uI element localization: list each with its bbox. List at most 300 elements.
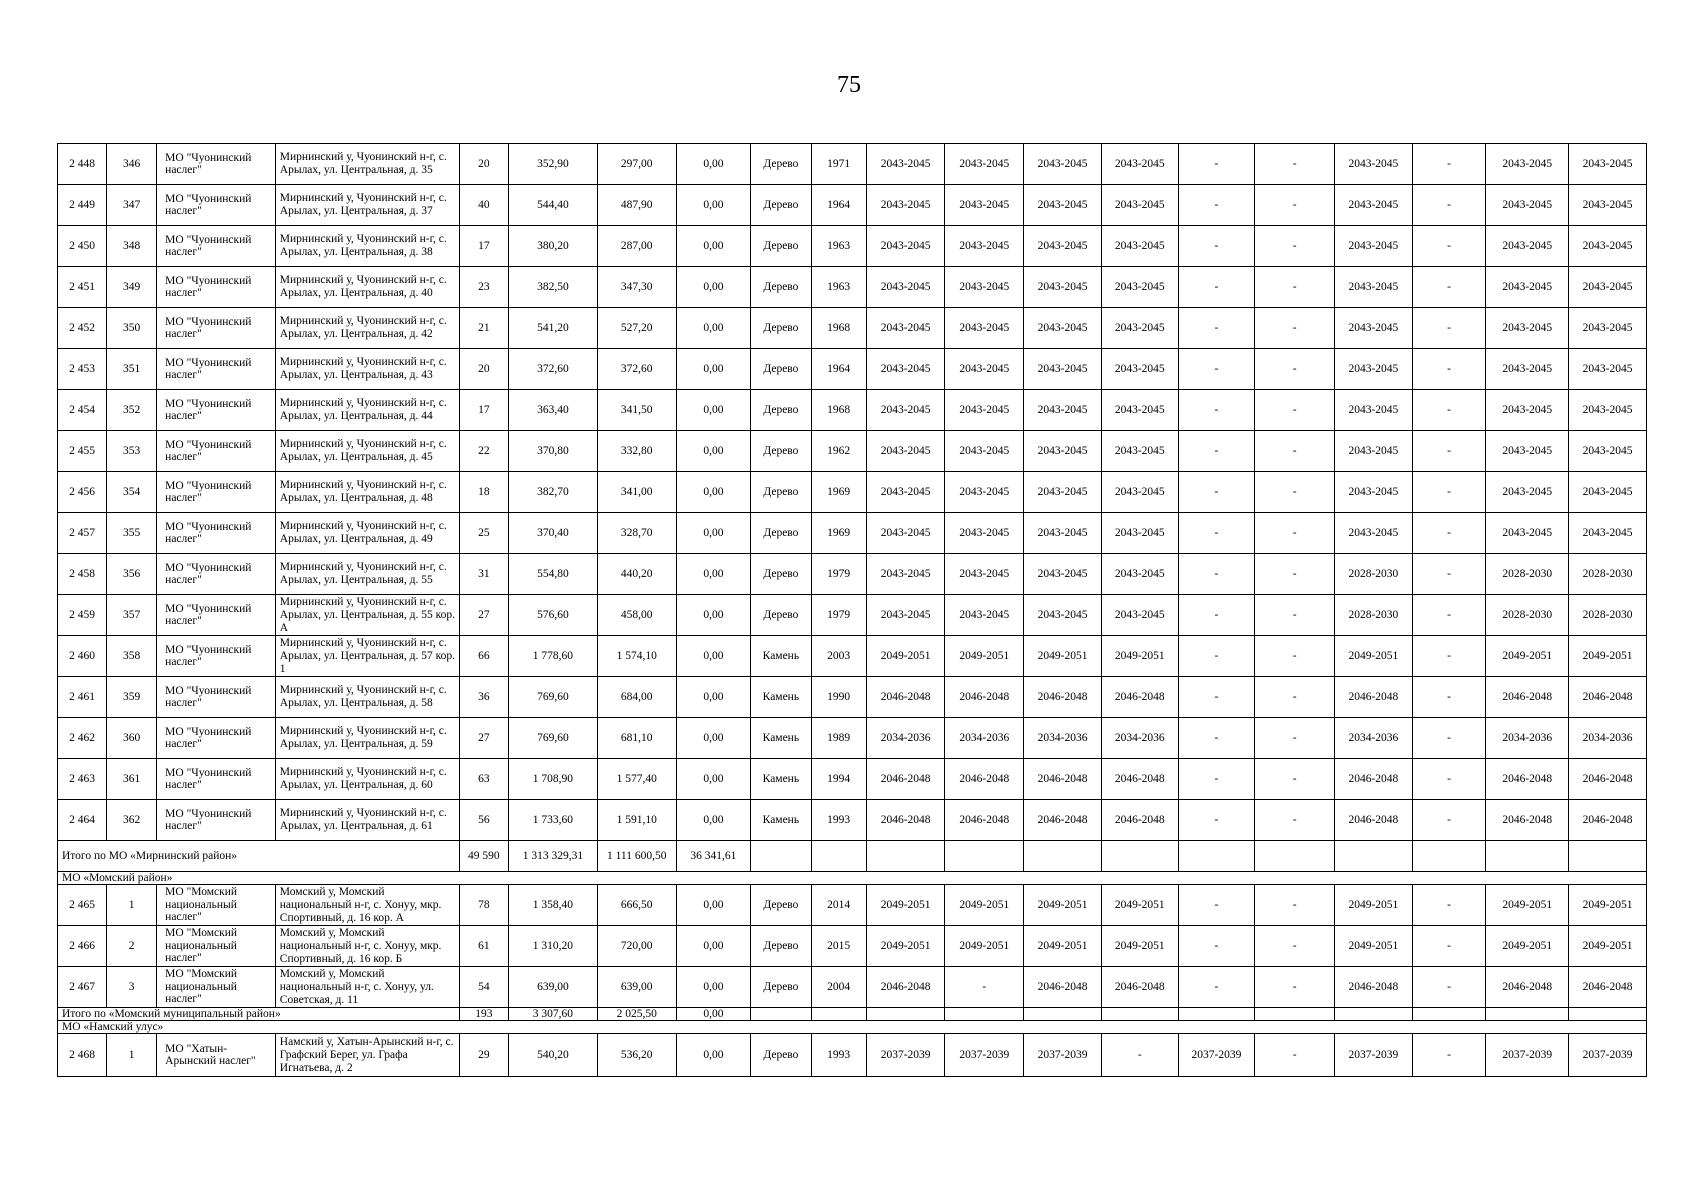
work-period-5: - bbox=[1178, 636, 1255, 677]
work-period-4: 2046-2048 bbox=[1101, 677, 1178, 718]
table-row bbox=[58, 144, 1647, 185]
work-period-1: 2046-2048 bbox=[866, 800, 945, 841]
municipality: МО "Чуонинский наслег" bbox=[157, 472, 276, 513]
table-row bbox=[58, 800, 1647, 841]
total-area: 370,40 bbox=[508, 513, 597, 554]
residents-count: 17 bbox=[459, 390, 508, 431]
work-period-5: - bbox=[1178, 431, 1255, 472]
work-period-3: 2034-2036 bbox=[1024, 718, 1102, 759]
work-period-2: 2043-2045 bbox=[945, 144, 1024, 185]
work-period-1: 2043-2045 bbox=[866, 595, 945, 636]
work-period-1: 2043-2045 bbox=[866, 308, 945, 349]
work-period-1: 2034-2036 bbox=[866, 718, 945, 759]
work-period-5: - bbox=[1178, 885, 1255, 926]
other-area: 0,00 bbox=[676, 390, 751, 431]
total-area: 363,40 bbox=[508, 390, 597, 431]
work-period-3: 2043-2045 bbox=[1024, 595, 1102, 636]
total-momsky bbox=[58, 1008, 1647, 1021]
work-period-10: 2043-2045 bbox=[1569, 390, 1647, 431]
other-area: 0,00 bbox=[676, 636, 751, 677]
work-period-2: 2043-2045 bbox=[945, 226, 1024, 267]
work-period-10: 2046-2048 bbox=[1569, 759, 1647, 800]
residential-area: 440,20 bbox=[597, 554, 676, 595]
work-period-5: - bbox=[1178, 800, 1255, 841]
work-period-5: - bbox=[1178, 554, 1255, 595]
other-area: 0,00 bbox=[676, 800, 751, 841]
work-period-6: - bbox=[1255, 759, 1335, 800]
row-number: 2 462 bbox=[58, 718, 107, 759]
residential-area: 372,60 bbox=[597, 349, 676, 390]
work-period-6: - bbox=[1255, 349, 1335, 390]
wall-material: Дерево bbox=[751, 513, 811, 554]
row-number: 2 459 bbox=[58, 595, 107, 636]
work-period-9: 2046-2048 bbox=[1486, 677, 1569, 718]
total-area-other: 0,00 bbox=[676, 1008, 751, 1021]
work-period-4: 2043-2045 bbox=[1101, 513, 1178, 554]
work-period-7: 2046-2048 bbox=[1335, 967, 1413, 1008]
work-period-4: 2034-2036 bbox=[1101, 718, 1178, 759]
work-period-1: 2043-2045 bbox=[866, 513, 945, 554]
row-number: 2 460 bbox=[58, 636, 107, 677]
total-area-residential: 2 025,50 bbox=[597, 1008, 676, 1021]
work-period-6: - bbox=[1255, 926, 1335, 967]
work-period-4: 2043-2045 bbox=[1101, 390, 1178, 431]
row-number: 2 468 bbox=[58, 1034, 107, 1077]
total-area: 382,70 bbox=[508, 472, 597, 513]
work-period-9: 2043-2045 bbox=[1486, 267, 1569, 308]
work-period-9: 2037-2039 bbox=[1486, 1034, 1569, 1077]
work-period-10: 2028-2030 bbox=[1569, 595, 1647, 636]
construction-year: 1969 bbox=[811, 513, 866, 554]
address: Мирнинский у, Чуонинский н-г, с. Арылах, ул. Центральная, д. 35 bbox=[275, 144, 459, 185]
residential-area: 681,10 bbox=[597, 718, 676, 759]
table-row bbox=[58, 554, 1647, 595]
work-period-4: 2049-2051 bbox=[1101, 926, 1178, 967]
work-period-10: 2043-2045 bbox=[1569, 226, 1647, 267]
work-period-1: 2043-2045 bbox=[866, 349, 945, 390]
work-period-3: 2043-2045 bbox=[1024, 390, 1102, 431]
work-period-3: 2043-2045 bbox=[1024, 185, 1102, 226]
work-period-6: - bbox=[1255, 800, 1335, 841]
work-period-1: 2043-2045 bbox=[866, 185, 945, 226]
work-period-4: 2043-2045 bbox=[1101, 185, 1178, 226]
work-period-2: 2043-2045 bbox=[945, 554, 1024, 595]
municipality: МО "Чуонинский наслег" bbox=[157, 513, 276, 554]
work-period-8: - bbox=[1412, 144, 1486, 185]
municipality: МО "Чуонинский наслег" bbox=[157, 718, 276, 759]
section-heading: МО «Момский район» bbox=[58, 872, 1647, 885]
residents-count: 31 bbox=[459, 554, 508, 595]
construction-year: 1969 bbox=[811, 472, 866, 513]
construction-year: 2015 bbox=[811, 926, 866, 967]
work-period-8: - bbox=[1412, 226, 1486, 267]
work-period-6: - bbox=[1255, 595, 1335, 636]
municipality: МО "Чуонинский наслег" bbox=[157, 636, 276, 677]
work-period-4: 2043-2045 bbox=[1101, 595, 1178, 636]
address: Момский у, Момский национальный н-г, с. Хонуу, мкр. Спортивный, д. 16 кор. Б bbox=[275, 926, 459, 967]
address: Момский у, Момский национальный н-г, с. Хонуу, мкр. Спортивный, д. 16 кор. А bbox=[275, 885, 459, 926]
work-period-8: - bbox=[1412, 431, 1486, 472]
work-period-2: 2043-2045 bbox=[945, 472, 1024, 513]
work-period-8: - bbox=[1412, 759, 1486, 800]
total-area: 352,90 bbox=[508, 144, 597, 185]
residential-area: 458,00 bbox=[597, 595, 676, 636]
wall-material: Камень bbox=[751, 677, 811, 718]
table-row bbox=[58, 267, 1647, 308]
row-number: 2 464 bbox=[58, 800, 107, 841]
work-period-7: 2046-2048 bbox=[1335, 759, 1413, 800]
work-period-4: 2043-2045 bbox=[1101, 431, 1178, 472]
total-area: 1 708,90 bbox=[508, 759, 597, 800]
residents-count: 66 bbox=[459, 636, 508, 677]
work-period-4: 2046-2048 bbox=[1101, 800, 1178, 841]
item-number: 351 bbox=[107, 349, 157, 390]
work-period-5: - bbox=[1178, 677, 1255, 718]
total-area: 639,00 bbox=[508, 967, 597, 1008]
construction-year: 1964 bbox=[811, 185, 866, 226]
address: Мирнинский у, Чуонинский н-г, с. Арылах, ул. Центральная, д. 58 bbox=[275, 677, 459, 718]
work-period-3: 2049-2051 bbox=[1024, 926, 1102, 967]
item-number: 352 bbox=[107, 390, 157, 431]
residential-area: 1 577,40 bbox=[597, 759, 676, 800]
municipality: МО "Момский национальный наслег" bbox=[157, 926, 276, 967]
construction-year: 1963 bbox=[811, 226, 866, 267]
work-period-8: - bbox=[1412, 595, 1486, 636]
work-period-8: - bbox=[1412, 349, 1486, 390]
work-period-6: - bbox=[1255, 1034, 1335, 1077]
residential-area: 332,80 bbox=[597, 431, 676, 472]
construction-year: 2003 bbox=[811, 636, 866, 677]
work-period-8: - bbox=[1412, 677, 1486, 718]
work-period-8: - bbox=[1412, 926, 1486, 967]
row-number: 2 451 bbox=[58, 267, 107, 308]
work-period-2: 2049-2051 bbox=[945, 926, 1024, 967]
construction-year: 1990 bbox=[811, 677, 866, 718]
rows-namsky bbox=[58, 1034, 1647, 1077]
work-period-6: - bbox=[1255, 308, 1335, 349]
row-number: 2 458 bbox=[58, 554, 107, 595]
construction-year: 1962 bbox=[811, 431, 866, 472]
wall-material: Дерево bbox=[751, 390, 811, 431]
municipality: МО "Чуонинский наслег" bbox=[157, 308, 276, 349]
item-number: 356 bbox=[107, 554, 157, 595]
residents-count: 21 bbox=[459, 308, 508, 349]
other-area: 0,00 bbox=[676, 595, 751, 636]
work-period-7: 2049-2051 bbox=[1335, 885, 1413, 926]
other-area: 0,00 bbox=[676, 554, 751, 595]
row-number: 2 463 bbox=[58, 759, 107, 800]
work-period-10: 2028-2030 bbox=[1569, 554, 1647, 595]
work-period-7: 2043-2045 bbox=[1335, 308, 1413, 349]
item-number: 354 bbox=[107, 472, 157, 513]
residents-count: 23 bbox=[459, 267, 508, 308]
municipality: МО "Чуонинский наслег" bbox=[157, 349, 276, 390]
total-area: 372,60 bbox=[508, 349, 597, 390]
table-row bbox=[58, 759, 1647, 800]
total-area-other: 36 341,61 bbox=[676, 841, 751, 872]
work-period-9: 2043-2045 bbox=[1486, 349, 1569, 390]
total-area: 380,20 bbox=[508, 226, 597, 267]
residential-area: 341,50 bbox=[597, 390, 676, 431]
municipality: МО "Момский национальный наслег" bbox=[157, 967, 276, 1008]
row-number: 2 450 bbox=[58, 226, 107, 267]
work-period-6: - bbox=[1255, 513, 1335, 554]
address: Мирнинский у, Чуонинский н-г, с. Арылах, ул. Центральная, д. 57 кор. 1 bbox=[275, 636, 459, 677]
address: Мирнинский у, Чуонинский н-г, с. Арылах, ул. Центральная, д. 38 bbox=[275, 226, 459, 267]
work-period-2: 2046-2048 bbox=[945, 677, 1024, 718]
residents-count: 27 bbox=[459, 718, 508, 759]
work-period-9: 2043-2045 bbox=[1486, 185, 1569, 226]
total-residents: 193 bbox=[459, 1008, 508, 1021]
item-number: 346 bbox=[107, 144, 157, 185]
work-period-8: - bbox=[1412, 267, 1486, 308]
total-area: 769,60 bbox=[508, 718, 597, 759]
residents-count: 61 bbox=[459, 926, 508, 967]
work-period-7: 2028-2030 bbox=[1335, 554, 1413, 595]
table-row bbox=[58, 718, 1647, 759]
work-period-7: 2028-2030 bbox=[1335, 595, 1413, 636]
address: Мирнинский у, Чуонинский н-г, с. Арылах, ул. Центральная, д. 55 кор. А bbox=[275, 595, 459, 636]
construction-year: 1993 bbox=[811, 800, 866, 841]
work-period-1: 2049-2051 bbox=[866, 926, 945, 967]
work-period-10: 2043-2045 bbox=[1569, 308, 1647, 349]
work-period-2: 2046-2048 bbox=[945, 800, 1024, 841]
residential-area: 287,00 bbox=[597, 226, 676, 267]
work-period-5: - bbox=[1178, 595, 1255, 636]
work-period-9: 2049-2051 bbox=[1486, 636, 1569, 677]
row-number: 2 455 bbox=[58, 431, 107, 472]
residential-area: 666,50 bbox=[597, 885, 676, 926]
total-area: 1 310,20 bbox=[508, 926, 597, 967]
work-period-7: 2046-2048 bbox=[1335, 677, 1413, 718]
total-area: 1 358,40 bbox=[508, 885, 597, 926]
work-period-4: 2043-2045 bbox=[1101, 144, 1178, 185]
work-period-2: 2043-2045 bbox=[945, 185, 1024, 226]
work-period-5: 2037-2039 bbox=[1178, 1034, 1255, 1077]
other-area: 0,00 bbox=[676, 967, 751, 1008]
work-period-7: 2043-2045 bbox=[1335, 267, 1413, 308]
item-number: 359 bbox=[107, 677, 157, 718]
work-period-4: 2043-2045 bbox=[1101, 554, 1178, 595]
row-number: 2 467 bbox=[58, 967, 107, 1008]
work-period-10: 2043-2045 bbox=[1569, 513, 1647, 554]
item-number: 1 bbox=[107, 1034, 157, 1077]
row-number: 2 461 bbox=[58, 677, 107, 718]
address: Момский у, Момский национальный н-г, с. Хонуу, ул. Советская, д. 11 bbox=[275, 967, 459, 1008]
work-period-10: 2049-2051 bbox=[1569, 885, 1647, 926]
municipality: МО "Чуонинский наслег" bbox=[157, 554, 276, 595]
work-period-9: 2034-2036 bbox=[1486, 718, 1569, 759]
work-period-9: 2046-2048 bbox=[1486, 967, 1569, 1008]
work-period-3: 2049-2051 bbox=[1024, 885, 1102, 926]
construction-year: 1994 bbox=[811, 759, 866, 800]
other-area: 0,00 bbox=[676, 185, 751, 226]
other-area: 0,00 bbox=[676, 431, 751, 472]
residents-count: 56 bbox=[459, 800, 508, 841]
address: Мирнинский у, Чуонинский н-г, с. Арылах, ул. Центральная, д. 43 bbox=[275, 349, 459, 390]
total-label: Итого по МО «Мирнинский район» bbox=[58, 841, 460, 872]
work-period-10: 2043-2045 bbox=[1569, 431, 1647, 472]
other-area: 0,00 bbox=[676, 718, 751, 759]
residents-count: 36 bbox=[459, 677, 508, 718]
other-area: 0,00 bbox=[676, 308, 751, 349]
work-period-3: 2043-2045 bbox=[1024, 267, 1102, 308]
other-area: 0,00 bbox=[676, 885, 751, 926]
work-period-6: - bbox=[1255, 226, 1335, 267]
section-momsky bbox=[58, 872, 1647, 885]
item-number: 349 bbox=[107, 267, 157, 308]
wall-material: Дерево bbox=[751, 431, 811, 472]
work-period-4: 2043-2045 bbox=[1101, 472, 1178, 513]
work-period-5: - bbox=[1178, 759, 1255, 800]
total-area: 769,60 bbox=[508, 677, 597, 718]
work-period-2: 2049-2051 bbox=[945, 636, 1024, 677]
row-number: 2 456 bbox=[58, 472, 107, 513]
table-row bbox=[58, 636, 1647, 677]
construction-year: 2004 bbox=[811, 967, 866, 1008]
work-period-2: 2043-2045 bbox=[945, 513, 1024, 554]
item-number: 3 bbox=[107, 967, 157, 1008]
work-period-7: 2049-2051 bbox=[1335, 926, 1413, 967]
work-period-8: - bbox=[1412, 885, 1486, 926]
municipality: МО "Момский национальный наслег" bbox=[157, 885, 276, 926]
address: Мирнинский у, Чуонинский н-г, с. Арылах, ул. Центральная, д. 48 bbox=[275, 472, 459, 513]
work-period-7: 2043-2045 bbox=[1335, 144, 1413, 185]
total-area: 540,20 bbox=[508, 1034, 597, 1077]
total-residents: 49 590 bbox=[459, 841, 508, 872]
residential-area: 347,30 bbox=[597, 267, 676, 308]
residents-count: 40 bbox=[459, 185, 508, 226]
work-period-10: 2046-2048 bbox=[1569, 677, 1647, 718]
work-period-7: 2043-2045 bbox=[1335, 390, 1413, 431]
construction-year: 1979 bbox=[811, 595, 866, 636]
item-number: 348 bbox=[107, 226, 157, 267]
item-number: 2 bbox=[107, 926, 157, 967]
total-area: 370,80 bbox=[508, 431, 597, 472]
other-area: 0,00 bbox=[676, 926, 751, 967]
section-heading: МО «Намский улус» bbox=[58, 1021, 1647, 1034]
work-period-3: 2043-2045 bbox=[1024, 472, 1102, 513]
row-number: 2 466 bbox=[58, 926, 107, 967]
work-period-8: - bbox=[1412, 308, 1486, 349]
other-area: 0,00 bbox=[676, 513, 751, 554]
wall-material: Камень bbox=[751, 718, 811, 759]
work-period-8: - bbox=[1412, 472, 1486, 513]
other-area: 0,00 bbox=[676, 472, 751, 513]
work-period-1: 2043-2045 bbox=[866, 554, 945, 595]
work-period-10: 2043-2045 bbox=[1569, 185, 1647, 226]
total-mirny bbox=[58, 841, 1647, 872]
work-period-6: - bbox=[1255, 431, 1335, 472]
construction-year: 1963 bbox=[811, 267, 866, 308]
row-number: 2 454 bbox=[58, 390, 107, 431]
work-period-9: 2046-2048 bbox=[1486, 800, 1569, 841]
residential-area: 527,20 bbox=[597, 308, 676, 349]
wall-material: Дерево bbox=[751, 926, 811, 967]
construction-year: 1993 bbox=[811, 1034, 866, 1077]
item-number: 355 bbox=[107, 513, 157, 554]
wall-material: Дерево bbox=[751, 226, 811, 267]
table-row bbox=[58, 431, 1647, 472]
row-number: 2 449 bbox=[58, 185, 107, 226]
work-period-1: 2046-2048 bbox=[866, 967, 945, 1008]
residents-count: 25 bbox=[459, 513, 508, 554]
work-period-2: 2043-2045 bbox=[945, 267, 1024, 308]
residents-count: 78 bbox=[459, 885, 508, 926]
construction-year: 1989 bbox=[811, 718, 866, 759]
wall-material: Камень bbox=[751, 759, 811, 800]
work-period-8: - bbox=[1412, 554, 1486, 595]
work-period-10: 2043-2045 bbox=[1569, 349, 1647, 390]
wall-material: Дерево bbox=[751, 308, 811, 349]
work-period-2: 2049-2051 bbox=[945, 885, 1024, 926]
wall-material: Дерево bbox=[751, 185, 811, 226]
table-row bbox=[58, 967, 1647, 1008]
wall-material: Дерево bbox=[751, 595, 811, 636]
table-row bbox=[58, 308, 1647, 349]
work-period-4: 2043-2045 bbox=[1101, 308, 1178, 349]
address: Мирнинский у, Чуонинский н-г, с. Арылах, ул. Центральная, д. 60 bbox=[275, 759, 459, 800]
residents-count: 18 bbox=[459, 472, 508, 513]
rows-mirny bbox=[58, 144, 1647, 841]
work-period-2: 2043-2045 bbox=[945, 308, 1024, 349]
work-period-9: 2043-2045 bbox=[1486, 308, 1569, 349]
total-area: 1 778,60 bbox=[508, 636, 597, 677]
residents-count: 17 bbox=[459, 226, 508, 267]
work-period-6: - bbox=[1255, 677, 1335, 718]
wall-material: Дерево bbox=[751, 554, 811, 595]
municipality: МО "Чуонинский наслег" bbox=[157, 267, 276, 308]
work-period-9: 2043-2045 bbox=[1486, 431, 1569, 472]
municipality: МО "Чуонинский наслег" bbox=[157, 431, 276, 472]
work-period-3: 2043-2045 bbox=[1024, 226, 1102, 267]
work-period-7: 2037-2039 bbox=[1335, 1034, 1413, 1077]
other-area: 0,00 bbox=[676, 267, 751, 308]
address: Мирнинский у, Чуонинский н-г, с. Арылах, ул. Центральная, д. 61 bbox=[275, 800, 459, 841]
municipality: МО "Хатын-Арынский наслег" bbox=[157, 1034, 276, 1077]
work-period-9: 2043-2045 bbox=[1486, 472, 1569, 513]
other-area: 0,00 bbox=[676, 226, 751, 267]
item-number: 350 bbox=[107, 308, 157, 349]
work-period-1: 2043-2045 bbox=[866, 226, 945, 267]
residential-area: 341,00 bbox=[597, 472, 676, 513]
work-period-9: 2043-2045 bbox=[1486, 513, 1569, 554]
item-number: 357 bbox=[107, 595, 157, 636]
work-period-1: 2046-2048 bbox=[866, 677, 945, 718]
work-period-4: 2049-2051 bbox=[1101, 885, 1178, 926]
work-period-3: 2043-2045 bbox=[1024, 349, 1102, 390]
table-row bbox=[58, 349, 1647, 390]
item-number: 1 bbox=[107, 885, 157, 926]
work-period-5: - bbox=[1178, 349, 1255, 390]
municipality: МО "Чуонинский наслег" bbox=[157, 800, 276, 841]
total-area: 382,50 bbox=[508, 267, 597, 308]
work-period-6: - bbox=[1255, 636, 1335, 677]
work-period-9: 2028-2030 bbox=[1486, 554, 1569, 595]
work-period-3: 2043-2045 bbox=[1024, 431, 1102, 472]
work-period-1: 2043-2045 bbox=[866, 472, 945, 513]
work-period-8: - bbox=[1412, 800, 1486, 841]
residential-area: 487,90 bbox=[597, 185, 676, 226]
residents-count: 20 bbox=[459, 144, 508, 185]
work-period-8: - bbox=[1412, 513, 1486, 554]
work-period-1: 2037-2039 bbox=[866, 1034, 945, 1077]
total-area: 1 313 329,31 bbox=[508, 841, 597, 872]
municipality: МО "Чуонинский наслег" bbox=[157, 144, 276, 185]
work-period-8: - bbox=[1412, 718, 1486, 759]
work-period-2: 2043-2045 bbox=[945, 390, 1024, 431]
total-area: 1 733,60 bbox=[508, 800, 597, 841]
